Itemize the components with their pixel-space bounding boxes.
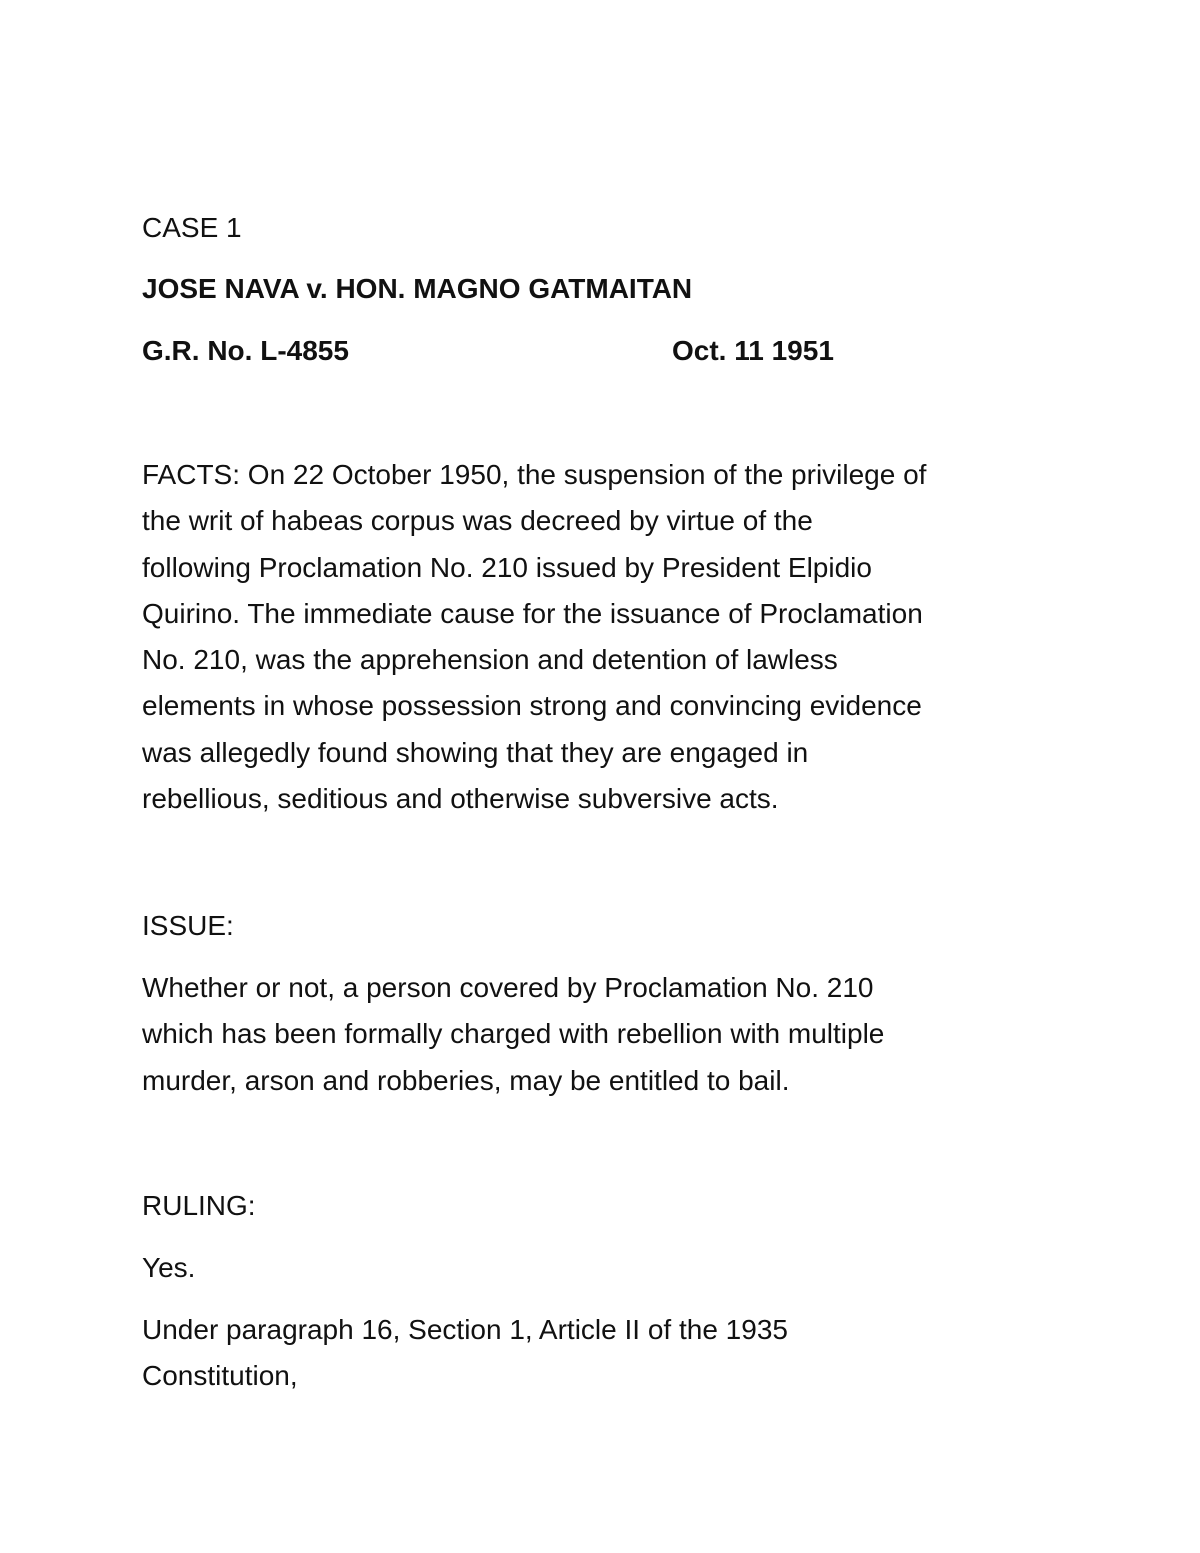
case-title: JOSE NAVA v. HON. MAGNO GATMAITAN xyxy=(142,273,693,304)
issue-paragraph: Whether or not, a person covered by Proclamation No. 210 which has been formally charged with rebellion with multiple murder, arson and robberies, may be entitled to bail. xyxy=(142,972,885,1096)
ruling-heading: RULING: xyxy=(142,1190,256,1221)
case-label: CASE 1 xyxy=(142,212,242,243)
gr-number: G.R. No. L-4855 xyxy=(142,335,349,366)
facts-paragraph: FACTS: On 22 October 1950, the suspension of the privilege of the writ of habeas corpus was decreed by virtue of the following Proclamation No. 210 issued by President Elpidio Quirino. The immediate cause for the issuance of Proclamation No. 210, was the apprehension and detention of lawless elements in whose possession strong and convincing evidence was allegedly found showing that they are engaged in rebellious, seditious and otherwise subversive acts. xyxy=(142,459,927,815)
ruling-paragraph: Under paragraph 16, Section 1, Article II of the 1935 Constitution, xyxy=(142,1314,788,1392)
issue-heading: ISSUE: xyxy=(142,910,234,941)
case-date: Oct. 11 1951 xyxy=(672,335,834,366)
ruling-answer: Yes. xyxy=(142,1252,196,1283)
